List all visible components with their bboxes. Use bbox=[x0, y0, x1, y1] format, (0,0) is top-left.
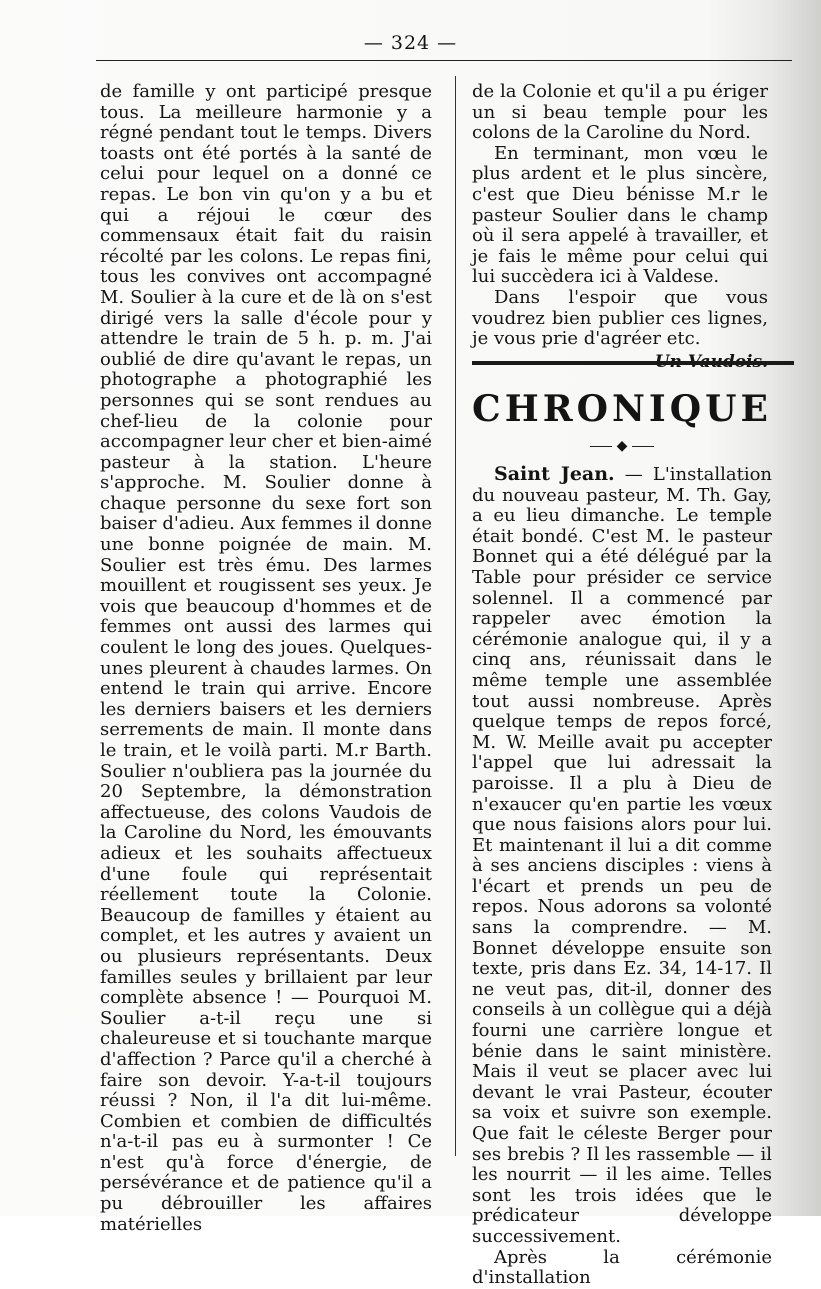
ornament-line-right bbox=[632, 446, 654, 447]
column-divider bbox=[455, 76, 456, 1156]
page-number: — 324 — bbox=[363, 32, 458, 54]
title-ornament bbox=[472, 438, 772, 454]
ornament-diamond: ◆ bbox=[616, 438, 628, 454]
left-column bbox=[100, 82, 432, 1235]
chronique-lead: Saint Jean. bbox=[494, 463, 615, 485]
letter-closing-paragraph: de la Colonie et qu'il a pu ériger un si beau temple pour les colons de la Caroline du Nord. bbox=[472, 81, 768, 144]
section-title: CHRONIQUE bbox=[472, 388, 772, 430]
left-column-text: de famille y ont participé presque tous. La meilleure harmonie y a régné pendant tout le temps. Divers toasts ont été portés à la santé de celui pour lequel on a donné ce repas. Le bon vin qu'on y a bu et qui a réjoui le cœur des commensaux était fait du raisin récolté par les colons. Le repas fini, tous les convives ont accompagné M. Soulier à la cure et de là on s'est dirigé vers la salle d'école pour y attendre le train de 5 h. p. m. J'ai oublié de dire qu'avant le repas, un photographe a photographié les personnes qui se sont rendues au chef-lieu de la colonie pour accompagner leur cher et bien-aimé pasteur à la station. L'heure s'approche. M. Soulier donne à chaque personne du sexe fort son baiser d'adieu. Aux femmes il donne une bonne poignée de main. M. Soulier est très ému. Des larmes mouillent et rougissent ses yeux. Je vois que beaucoup d'hommes et de femmes ont aussi des larmes qui coulent le long des joues. Quelques-unes pleurent à chaudes larmes. On entend le train qui arrive. Encore les derniers baisers et les derniers serrements de main. Il monte dans le train, et le voilà parti. M.r Barth. Soulier n'oubliera pas la journée du 20 Septembre, la démonstration affectueuse, des colons Vaudois de la Caroline du Nord, les émouvants adieux et les souhaits affectueux d'une foule qui représentait réellement toute la Colonie. Beaucoup de familles y étaient au complet, et les autres y avaient un ou plusieurs représentants. Deux familles seules y brillaient par leur complète absence ! — Pourquoi M. Soulier a-t-il reçu une si chaleureuse et si touchante marque d'affection ? Parce qu'il a cherché à faire son devoir. Y-a-t-il toujours réussi ? Non, il l'a dit lui-même. Combien et combien de difficultés n'a-t-il pas eu à surmonter ! Ce n'est qu'à force d'énergie, de persévérance et de patience qu'il a pu débrouiller les affaires matérielles bbox=[100, 81, 432, 1235]
chronique-continuation: Après la cérémonie d'installation bbox=[472, 1246, 772, 1289]
right-column bbox=[472, 82, 768, 372]
chronique-body bbox=[472, 464, 772, 1289]
ornament-line-left bbox=[590, 446, 612, 447]
chronique-text: — L'installation du nouveau pasteur, M. Th. Gay, a eu lieu dimanche. Le temple était bondé. C'est M. le pasteur Bonnet qui a été délégué par la Table pour présider ce service solennel. Il a commencé par rappeler avec émotion la cérémonie analogue qui, il y a cinq ans, réunissait dans le même temple une assemblée tout aussi nombreuse. Après quelque temps de repos forcé, M. W. Meille avait pu accepter l'appel que lui adressait la paroisse. Il a plu à Dieu de n'exaucer qu'en partie les vœux que nous faisions alors pour lui. Et maintenant il lui a dit comme à ses anciens disciples : viens à l'écart et prends un peu de repos. Nous adorons sa volonté sans la comprendre. — M. Bonnet développe ensuite son texte, pris dans Ez. 34, 14-17. Il ne veut pas, dit-il, donner des conseils à un collègue qui a déjà fourni une carrière longue et bénie dans le saint ministère. Mais il veut se placer avec lui devant le vrai Pasteur, écouter sa voix et suivre son exemple. Que fait le céleste Berger pour ses brebis ? Il les rassemble — il les nourrit — il les aime. Telles sont les trois idées que le prédicateur développe successivement. bbox=[472, 464, 773, 1247]
chronique-paragraph bbox=[472, 464, 772, 1248]
letter-request-paragraph: Dans l'espoir que vous voudrez bien publier ces lignes, je vous prie d'agréer etc. bbox=[472, 286, 768, 350]
header-rule bbox=[96, 60, 792, 61]
section-rule bbox=[472, 361, 794, 365]
letter-wish-paragraph: En terminant, mon vœu le plus ardent et le plus sincère, c'est que Dieu bénisse M.r le pasteur Soulier dans le champ où il sera appelé à travailler, et je fais le même pour celui qui lui succèdera ici à Valdese. bbox=[472, 142, 768, 288]
